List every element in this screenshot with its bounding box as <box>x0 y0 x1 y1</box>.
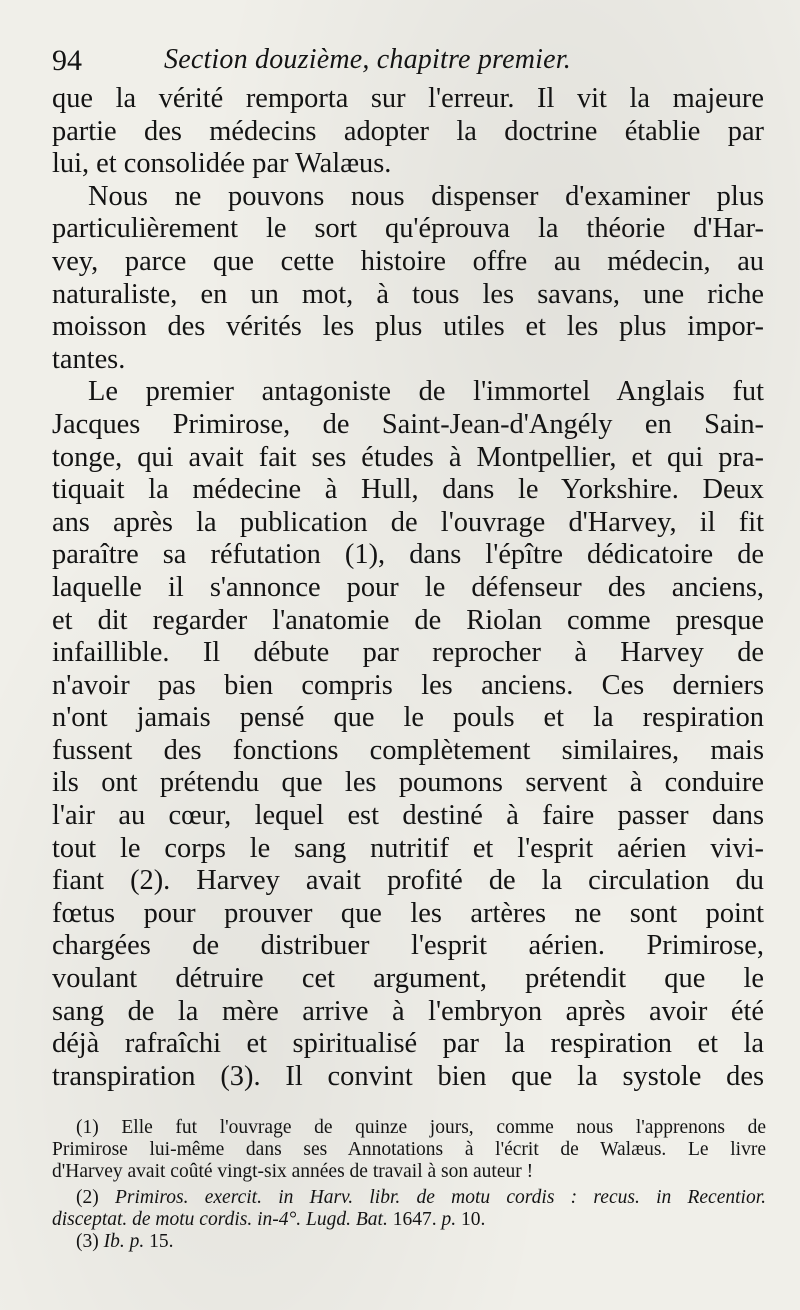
text-line: transpiration (3). Il convint bien que la systole des <box>52 1060 764 1092</box>
text-line: voulant détruire cet argument, prétendit que le <box>52 963 764 995</box>
page-number: 94 <box>52 44 82 77</box>
footnotes <box>52 1117 766 1253</box>
text-line: sang de la mère arrive à l'embryon après avoir été <box>52 995 764 1027</box>
footnote-3-citation: Ib. p. <box>103 1231 145 1252</box>
footnote-2-page-label: p. <box>441 1209 457 1230</box>
text-line: Le premier antagoniste de l'immortel Anglais fut <box>88 376 764 408</box>
text-line: n'avoir pas bien compris les anciens. Ces derniers <box>52 669 764 701</box>
text-line: déjà rafraîchi et spiritualisé par la respiration et la <box>52 1028 764 1060</box>
text-line: laquelle il s'annonce pour le défenseur des anciens, <box>52 571 764 603</box>
text-line: n'ont jamais pensé que le pouls et la respiration <box>52 702 764 734</box>
text-line: fiant (2). Harvey avait profité de la circulation du <box>52 865 764 897</box>
footnote-1-line: d'Harvey avait coûté vingt-six années de travail à son auteur ! <box>52 1161 534 1182</box>
footnote-3-mark: (3) <box>76 1231 99 1252</box>
footnote-2-mark: (2) <box>76 1187 99 1208</box>
text-line: moisson des vérités les plus utiles et les plus impor- <box>52 311 764 343</box>
text-line: partie des médecins adopter la doctrine établie par <box>52 115 764 147</box>
text-line: chargées de distribuer l'esprit aérien. Primirose, <box>52 930 764 962</box>
text-line: fussent des fonctions complètement similaires, mais <box>52 734 764 766</box>
text-line: ils ont prétendu que les poumons servent à conduire <box>52 767 764 799</box>
text-line: paraître sa réfutation (1), dans l'épître dédicatoire de <box>52 539 764 571</box>
footnote-2-year: 1647. <box>392 1209 437 1230</box>
footnote-2-line <box>76 1187 766 1209</box>
text-line: ans après la publication de l'ouvrage d'Harvey, il fit <box>52 506 764 538</box>
body-text <box>52 83 764 1093</box>
text-line: fœtus pour prouver que les artères ne sont point <box>52 897 764 929</box>
text-line: l'air au cœur, lequel est destiné à faire passer dans <box>52 800 764 832</box>
text-line: lui, et consolidée par Walæus. <box>52 148 392 180</box>
footnote-2-citation: Primiros. exercit. in Harv. libr. de motu cordis : recus. in Recentior. <box>115 1187 766 1208</box>
text-line: tonge, qui avait fait ses études à Montpellier, et qui pra- <box>52 441 764 473</box>
footnote-2-citation-cont: disceptat. de motu cordis. in-4°. Lugd. Bat. <box>52 1209 388 1230</box>
footnote-1-line: Primirose lui-même dans ses Annotations à l'écrit de Walæus. Le livre <box>52 1139 766 1160</box>
footnote-2-line <box>52 1209 766 1231</box>
text-line: Nous ne pouvons nous dispenser d'examiner plus <box>88 180 764 212</box>
running-head: Section douzième, chapitre premier. <box>164 44 571 75</box>
text-line: Jacques Primirose, de Saint-Jean-d'Angély en Sain- <box>52 408 764 440</box>
text-line: et dit regarder l'anatomie de Riolan comme presque <box>52 604 764 636</box>
footnote-3-line <box>76 1231 766 1253</box>
text-line: infaillible. Il débute par reprocher à Harvey de <box>52 637 764 669</box>
footnote-2-page: 10. <box>460 1209 486 1230</box>
text-line: tiquait la médecine à Hull, dans le Yorkshire. Deux <box>52 474 764 506</box>
text-line: que la vérité remporta sur l'erreur. Il vit la majeure <box>52 83 764 114</box>
text-line: tantes. <box>52 343 126 375</box>
page-header <box>52 44 764 84</box>
text-line: vey, parce que cette histoire offre au médecin, au <box>52 245 764 277</box>
text-line: naturaliste, en un mot, à tous les savans, une riche <box>52 278 764 310</box>
text-line: tout le corps le sang nutritif et l'esprit aérien vivi- <box>52 832 764 864</box>
text-line: particulièrement le sort qu'éprouva la théorie d'Har- <box>52 213 764 245</box>
footnote-3-page: 15. <box>149 1231 174 1252</box>
footnote-1-line: (1) Elle fut l'ouvrage de quinze jours, comme nous l'apprenons de <box>76 1117 766 1138</box>
